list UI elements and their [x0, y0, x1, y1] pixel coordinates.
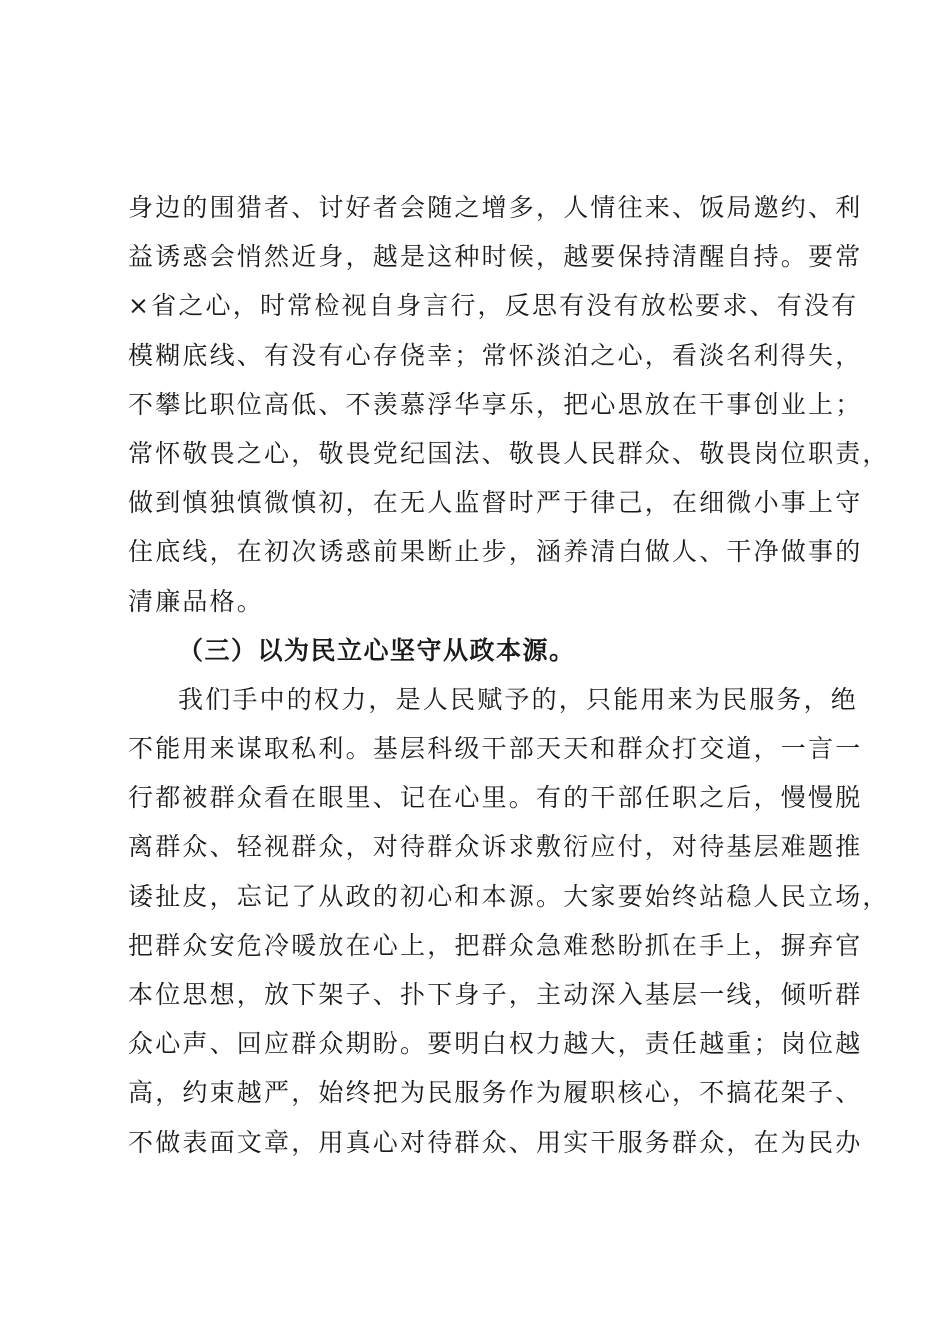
text-line: 不做表面文章，用真心对待群众、用实干服务群众，在为民办 — [128, 1127, 863, 1157]
text-line: 做到慎独慎微慎初，在无人监督时严于律己，在细微小事上守 — [128, 488, 863, 518]
text-line: 离群众、轻视群众，对待群众诉求敷衍应付，对待基层难题推 — [128, 832, 863, 862]
text-line: 高，约束越严，始终把为民服务作为履职核心，不搞花架子、 — [128, 1078, 863, 1108]
text-line: 常怀敬畏之心，敬畏党纪国法、敬畏人民群众、敬畏岗位职责， — [128, 438, 890, 468]
text-line: 众心声、回应群众期盼。要明白权力越大，责任越重；岗位越 — [128, 1029, 863, 1059]
text-line: 把群众安危冷暖放在心上，把群众急难愁盼抓在手上，摒弃官 — [128, 930, 863, 960]
text-line: 身边的围猎者、讨好者会随之增多，人情往来、饭局邀约、利 — [128, 193, 863, 222]
text-line: 我们手中的权力，是人民赋予的，只能用来为民服务，绝 — [178, 684, 859, 714]
text-line: 清廉品格。 — [128, 586, 265, 616]
text-line: 本位思想，放下架子、扑下身子，主动深入基层一线，倾听群 — [128, 980, 863, 1009]
text-line: 住底线，在初次诱惑前果断止步，涵养清白做人、干净做事的 — [128, 537, 863, 567]
text-line: 模糊底线、有没有心存侥幸；常怀淡泊之心，看淡名利得失， — [128, 340, 863, 370]
text-line: 诿扯皮，忘记了从政的初心和本源。大家要始终站稳人民立场， — [128, 881, 890, 911]
text-line: ×省之心，时常检视自身言行，反思有没有放松要求、有没有 — [128, 291, 859, 321]
text-line: 不攀比职位高低、不羡慕浮华享乐，把心思放在干事创业上； — [128, 389, 863, 419]
section-heading: （三）以为民立心坚守从政本源。 — [178, 635, 576, 665]
text-line: 不能用来谋取私利。基层科级干部天天和群众打交道，一言一 — [128, 734, 863, 764]
text-line: 益诱惑会悄然近身，越是这种时候，越要保持清醒自持。要常 — [128, 242, 863, 272]
text-line: 行都被群众看在眼里、记在心里。有的干部任职之后，慢慢脱 — [128, 783, 863, 813]
document-body — [128, 183, 890, 1167]
